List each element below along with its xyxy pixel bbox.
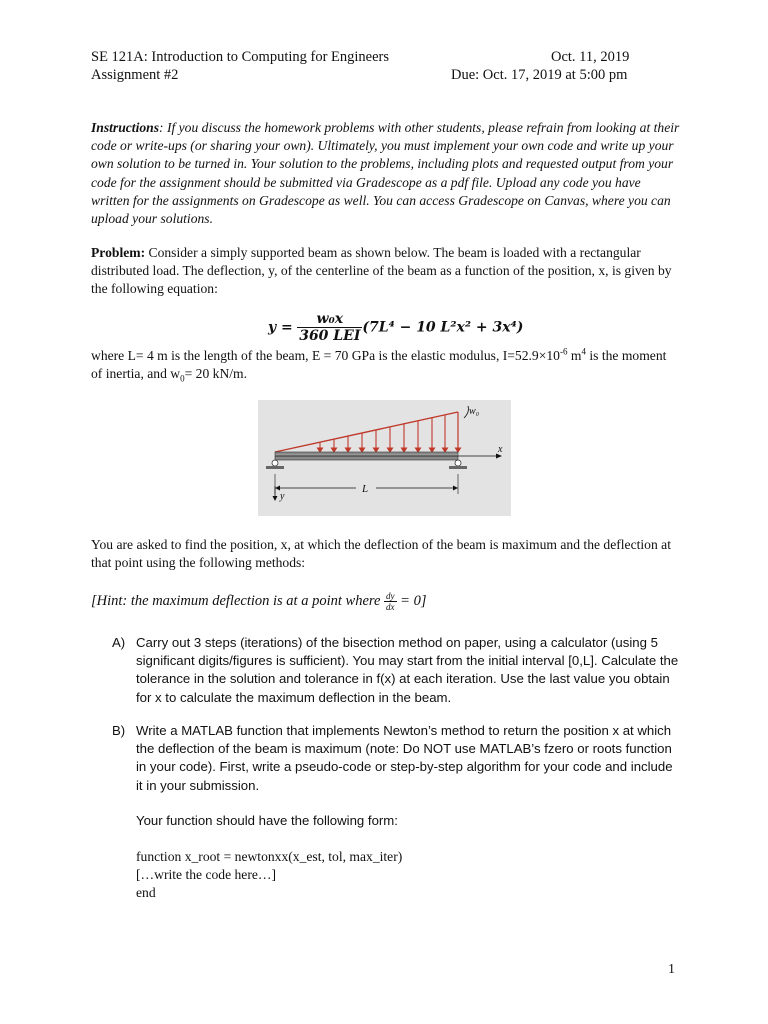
deflection-equation — [268, 311, 523, 344]
hint-frac-num: dy — [386, 591, 395, 601]
left-support-base — [266, 466, 284, 469]
definitions-text-1: where L= 4 m is the length of the beam, E = 70 GPa is the elastic modulus, I=52.9×10 — [91, 348, 560, 363]
equation-lhs: y = — [268, 319, 293, 336]
task-item-b — [112, 722, 682, 795]
code-line-2: […write the code here…] — [136, 867, 277, 882]
beam-figure — [258, 400, 511, 516]
instructions-text: : If you discuss the homework problems with other students, please refrain from looking at their code or write-ups (or sharing your own). Ultimately, you must implement your own code and write up your own solution to be turned in. Your solution to the problems, including plots and requested output from your code for the assignment should be submitted via Gradescope as a pdf file. Upload any code you have written for the assignments on Gradescope as well. You can access Gradescope on Canvas, where you can upload your solutions. — [91, 120, 680, 227]
hint — [91, 591, 426, 612]
task-paragraph: You are asked to find the position, x, at which the deflection of the beam is maximum and the deflection at that point using the following methods: — [91, 537, 671, 571]
definitions-text-3: is the moment of inertia, and w — [91, 348, 667, 382]
right-support-base — [449, 466, 467, 469]
due-date: Due: Oct. 17, 2019 at 5:00 pm — [451, 67, 628, 83]
page-number: 1 — [668, 962, 675, 977]
instructions-paragraph — [91, 119, 681, 228]
instructions-label: Instructions — [91, 120, 160, 135]
task-item-a — [112, 634, 682, 707]
hint-frac-den: dx — [386, 602, 395, 612]
course-title: SE 121A: Introduction to Computing for Engineers — [91, 49, 390, 65]
definitions-subscript: 0 — [180, 373, 185, 384]
hint-suffix: = 0] — [396, 592, 427, 609]
parameter-definitions — [91, 347, 681, 383]
item-b-label: B) — [112, 723, 126, 738]
definitions-exponent-2: 4 — [581, 346, 586, 357]
equation-denominator: 360 LEI — [299, 328, 361, 344]
definitions-text-2: m — [567, 348, 582, 363]
left-support-pin — [272, 460, 278, 466]
code-line-3: end — [136, 885, 156, 900]
item-b-text: Write a MATLAB function that implements Newton’s method to return the position x at which the deflection of the beam is maximum (note: Do NOT use MATLAB’s fzero or roots function in your code). First, write a pseudo-code or step-by-step algorithm for your code and include it in your submission. — [136, 723, 673, 793]
item-a-text: Carry out 3 steps (iterations) of the bisection method on paper, using a calculator (using 5 significant digits/figures is sufficient). You may start from the initial interval [0,L]. Calculate the tolerance in the solution and tolerance in f(x) at each iteration. Use the last value you obtain for x to calculate the maximum deflection in the beam. — [136, 635, 679, 705]
equation-numerator: w₀x — [297, 311, 362, 328]
function-form-intro: Your function should have the following form: — [136, 813, 398, 828]
length-label: L — [362, 483, 369, 495]
definitions-text-4: = 20 kN/m. — [184, 366, 248, 382]
code-line-1: function x_root = newtonxx(x_est, tol, max_iter) — [136, 849, 403, 864]
beam-diagram — [258, 400, 511, 516]
definitions-exponent-1: -6 — [559, 346, 568, 357]
problem-text: Consider a simply supported beam as shown below. The beam is loaded with a rectangular distributed load. The deflection, y, of the centerline of the beam as a function of the position, x, is given by the following equation: — [91, 245, 672, 297]
hint-prefix: [Hint: the maximum deflection is at a point where — [91, 592, 385, 609]
assignment-number: Assignment #2 — [91, 67, 179, 83]
equation-fraction — [297, 311, 362, 344]
issue-date: Oct. 11, 2019 — [551, 49, 630, 65]
hint-fraction — [384, 591, 397, 612]
x-axis-label: x — [498, 444, 503, 455]
w0-label: w₀ — [469, 406, 480, 417]
right-support-pin — [455, 460, 461, 466]
item-a-label: A) — [112, 635, 126, 650]
equation-rhs: (7L⁴ − 10 L²x² + 3x⁴) — [362, 319, 524, 336]
problem-label: Problem: — [91, 245, 146, 260]
problem-paragraph — [91, 244, 681, 299]
y-axis-label: y — [280, 491, 285, 502]
